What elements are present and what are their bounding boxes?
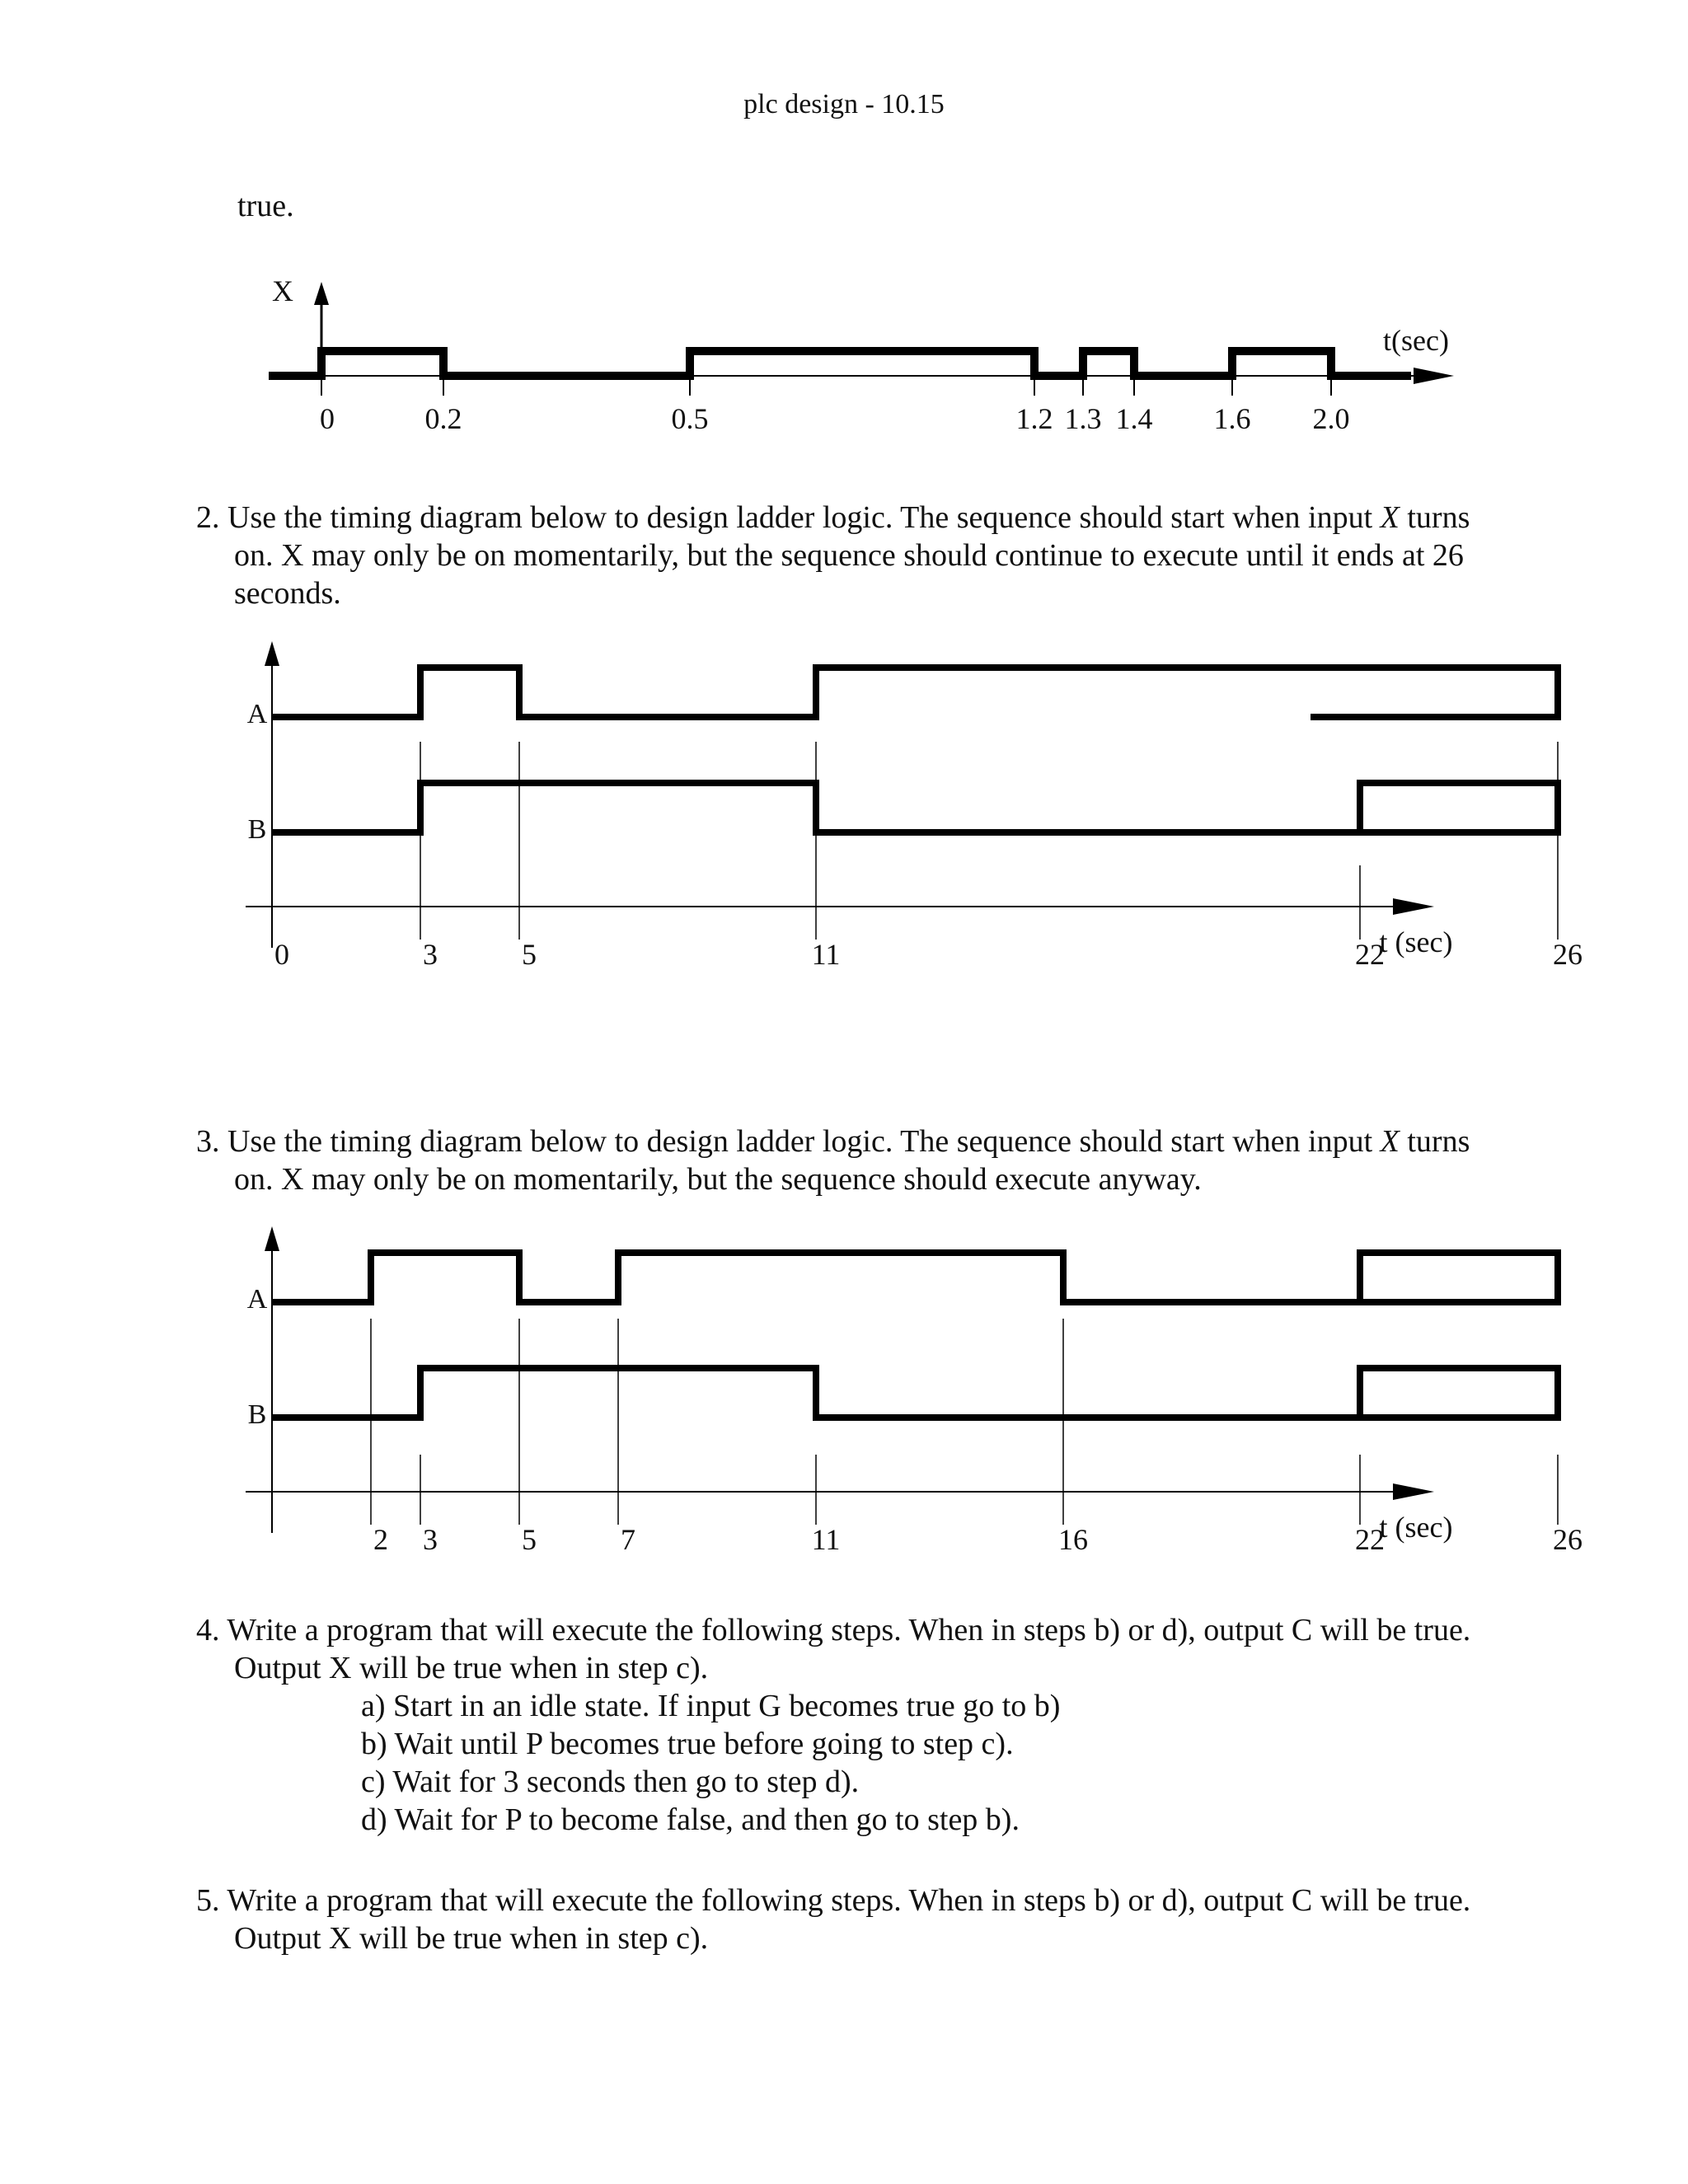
signal-label-x: X xyxy=(272,274,293,307)
time-axis-label: t(sec) xyxy=(1383,324,1449,357)
time-axis-arrow xyxy=(1414,368,1454,384)
step-d: d) Wait for P to become false, and then go to step b). xyxy=(361,1802,1020,1837)
step-a: a) Start in an idle state. If input G becomes true go to b) xyxy=(361,1689,1061,1723)
question-3-text-a: Use the timing diagram below to design ladder logic. The sequence should start when input xyxy=(227,1124,1381,1159)
waveform-a xyxy=(272,1253,1558,1302)
tick-label-0.2: 0.2 xyxy=(424,402,462,435)
question-5 xyxy=(196,1882,1482,1957)
question-2 xyxy=(196,499,1482,612)
waveform-b xyxy=(272,1368,1558,1418)
question-3-x: X xyxy=(1380,1124,1400,1159)
continuation-text: true. xyxy=(237,189,294,223)
timing-diagram-q2 xyxy=(0,635,1688,989)
tick-label-0: 0 xyxy=(274,938,289,971)
timing-diagram-q3 xyxy=(0,1220,1688,1574)
signal-label-a: A xyxy=(246,1284,268,1315)
question-3 xyxy=(196,1122,1482,1198)
tick-label-1.4: 1.4 xyxy=(1115,402,1153,435)
tick-label-7: 7 xyxy=(621,1523,635,1556)
waveform-a xyxy=(272,668,1558,717)
time-axis-label: t (sec) xyxy=(1379,926,1453,958)
question-2-text-a: Use the timing diagram below to design ladder logic. The sequence should start when input xyxy=(227,500,1381,535)
tick-label-1.3: 1.3 xyxy=(1064,402,1102,435)
question-2-number: 2. xyxy=(196,500,220,535)
question-5-number: 5. xyxy=(196,1883,220,1918)
signal-label-b: B xyxy=(247,1399,267,1430)
tick-label-11: 11 xyxy=(811,938,841,971)
page-header: plc design - 10.15 xyxy=(743,89,945,120)
tick-label-22: 22 xyxy=(1355,1523,1385,1556)
vertical-axis-arrow xyxy=(265,641,279,666)
waveform-b xyxy=(272,783,1558,832)
timing-diagram-x xyxy=(0,264,1688,453)
question-4-number: 4. xyxy=(196,1613,220,1647)
vertical-axis-arrow xyxy=(314,282,329,305)
tick-label-1.2: 1.2 xyxy=(1015,402,1053,435)
time-axis-arrow xyxy=(1393,1483,1434,1500)
tick-label-1.6: 1.6 xyxy=(1213,402,1251,435)
tick-label-0: 0 xyxy=(320,402,335,435)
vertical-axis-arrow xyxy=(265,1226,279,1251)
tick-label-22: 22 xyxy=(1355,938,1385,971)
step-c: c) Wait for 3 seconds then go to step d). xyxy=(361,1765,860,1799)
tick-label-2.0: 2.0 xyxy=(1312,402,1350,435)
question-2-x: X xyxy=(1380,500,1400,535)
step-b: b) Wait until P becomes true before going to step c). xyxy=(361,1727,1014,1761)
question-5-text: Write a program that will execute the following steps. When in steps b) or d), output C will be true. Output X will be true when in step c). xyxy=(227,1883,1471,1956)
tick-label-3: 3 xyxy=(423,1523,438,1556)
question-4-text: Write a program that will execute the following steps. When in steps b) or d), output C will be true. Output X will be true when in step c). xyxy=(227,1613,1471,1685)
question-2-text-b: turns on. X may only be on momentarily, but the sequence should continue to execute until it ends at 26 seconds. xyxy=(234,500,1470,611)
tick-label-26: 26 xyxy=(1553,1523,1582,1556)
tick-label-5: 5 xyxy=(522,938,537,971)
waveform-x xyxy=(269,351,1411,376)
tick-label-11: 11 xyxy=(811,1523,841,1556)
time-axis-arrow xyxy=(1393,898,1434,915)
question-3-number: 3. xyxy=(196,1124,220,1159)
tick-label-16: 16 xyxy=(1058,1523,1088,1556)
tick-label-26: 26 xyxy=(1553,938,1582,971)
tick-label-0.5: 0.5 xyxy=(671,402,709,435)
question-4 xyxy=(196,1611,1482,1839)
question-3-text-b: turns on. X may only be on momentarily, but the sequence should execute anyway. xyxy=(234,1124,1470,1197)
tick-label-2: 2 xyxy=(373,1523,388,1556)
tick-label-5: 5 xyxy=(522,1523,537,1556)
question-4-steps xyxy=(361,1687,1482,1839)
time-axis-label: t (sec) xyxy=(1379,1511,1453,1544)
signal-label-b: B xyxy=(247,814,267,845)
signal-label-a: A xyxy=(246,699,268,729)
tick-label-3: 3 xyxy=(423,938,438,971)
